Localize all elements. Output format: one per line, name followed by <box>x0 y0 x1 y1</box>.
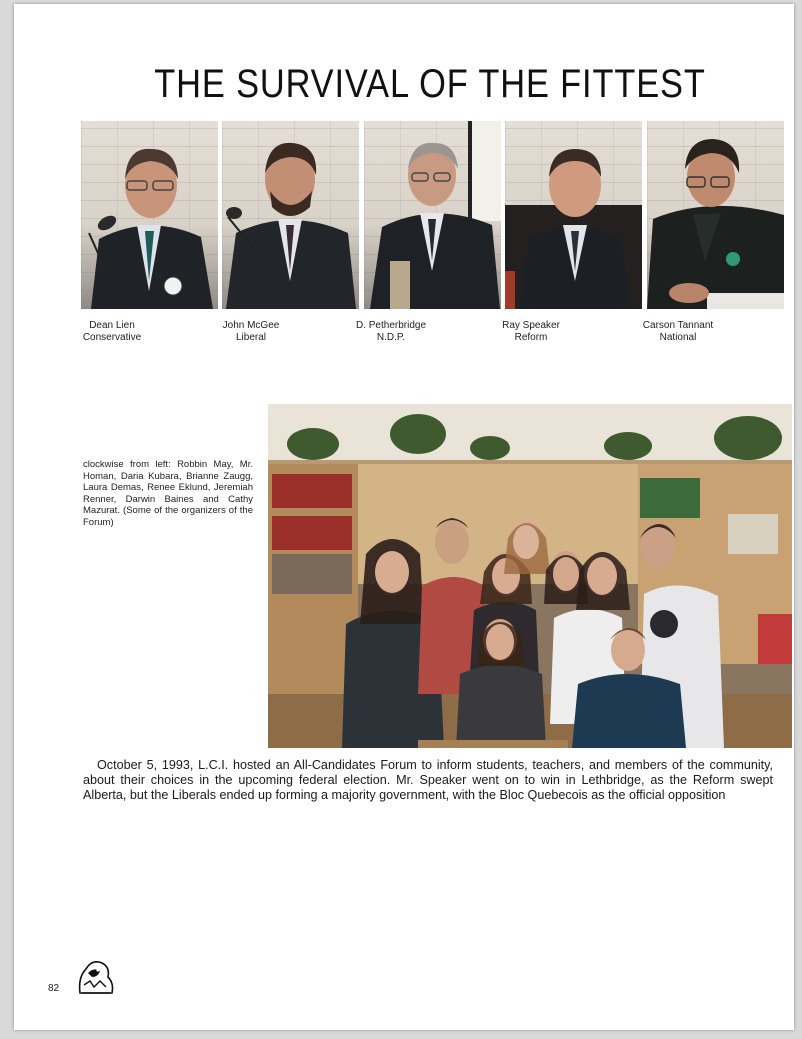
candidate-caption-ndp <box>331 320 451 344</box>
candidate-party: N.D.P. <box>376 332 406 343</box>
candidate-name: John McGee <box>222 320 280 331</box>
candidate-caption-reform <box>471 320 591 344</box>
group-photo <box>268 404 792 748</box>
candidate-caption-conservative <box>52 320 172 344</box>
mascot-logo-icon <box>74 955 116 995</box>
candidate-name: Ray Speaker <box>502 320 560 331</box>
candidate-caption-national <box>618 320 738 344</box>
portrait-photo-conservative <box>81 121 218 309</box>
portrait-photo-reform <box>505 121 642 309</box>
page-title: THE SURVIVAL OF THE FITTEST <box>154 62 706 106</box>
portrait-photo-liberal <box>222 121 359 309</box>
candidate-party: Liberal <box>235 332 267 343</box>
candidate-caption-liberal <box>191 320 311 344</box>
group-photo-caption: clockwise from left: Robbin May, Mr. Homan, Daria Kubara, Brianne Zaugg, Laura Demas, Renee Eklund, Jeremiah Renner, Darwin Baines and Cathy Mazurat. (Some of the organizers of the Forum) <box>83 459 253 528</box>
candidate-name: Carson Tannant <box>642 320 714 331</box>
candidate-name: D. Petherbridge <box>355 320 427 331</box>
candidate-party: National <box>659 332 697 343</box>
candidate-party: Reform <box>514 332 548 343</box>
candidate-party: Conservative <box>82 332 142 343</box>
portrait-photo-ndp <box>364 121 501 309</box>
article-text: October 5, 1993, L.C.I. hosted an All-Candidates Forum to inform students, teachers, and members of the community, about their choices in the upcoming federal election. Mr. Speaker went on to win in Lethbridge, as the Reform swept Alberta, but the Liberals ended up forming a majority government, with the Bloc Quebecois as the official opposition <box>83 758 773 802</box>
candidate-name: Dean Lien <box>89 320 135 331</box>
portrait-photo-national <box>647 121 784 309</box>
page-number: 82 <box>48 983 60 994</box>
